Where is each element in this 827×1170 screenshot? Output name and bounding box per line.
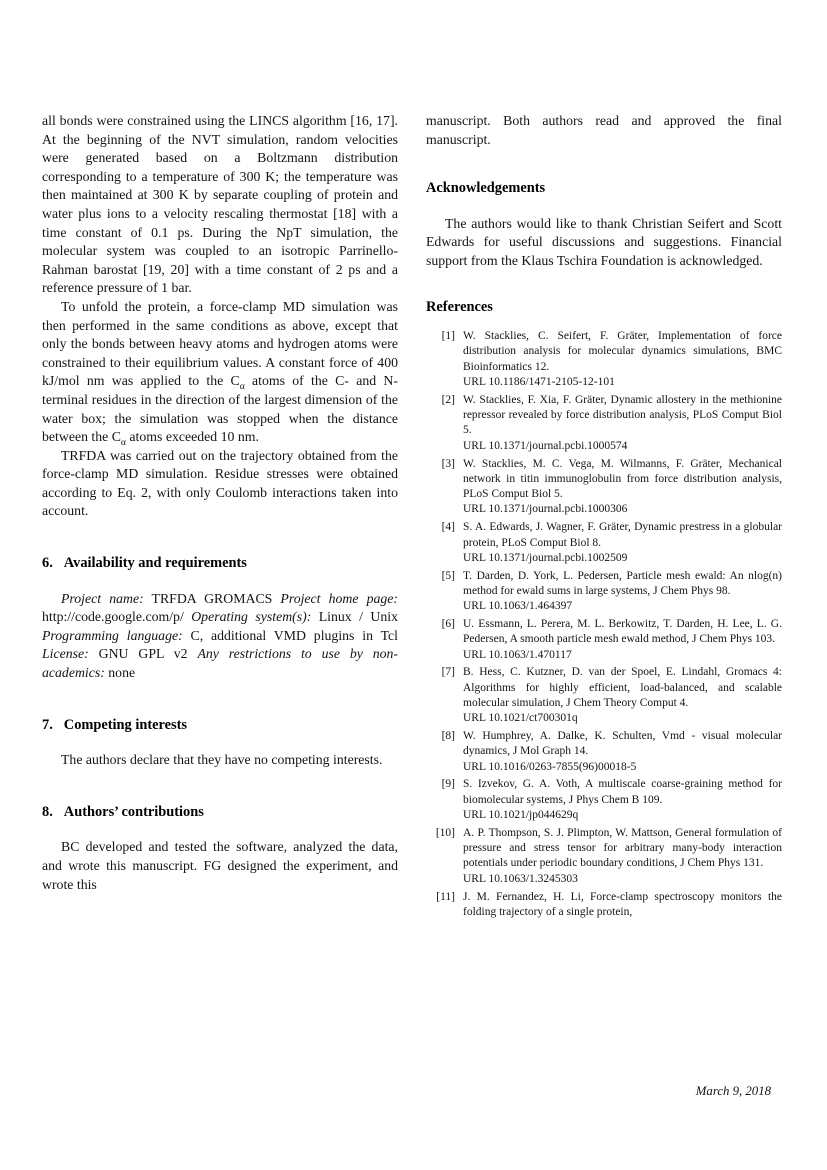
field-label: License: <box>42 646 89 662</box>
reference-url: URL 10.1021/jp044629q <box>463 809 579 822</box>
field-value: TRFDA GROMACS <box>143 590 281 606</box>
left-column <box>42 112 398 923</box>
reference-number: [9] <box>441 778 455 791</box>
reference-number: [5] <box>441 569 455 582</box>
paragraph-force-clamp <box>42 298 398 447</box>
paragraph-competing-interests: The authors declare that they have no competing interests. <box>61 752 383 768</box>
section-title: Competing interests <box>63 716 188 733</box>
reference-number: [6] <box>441 618 455 630</box>
reference-body <box>463 890 782 921</box>
paragraph-methods-equilibration: all bonds were constrained using the LINCS algorithm [16, 17]. At the beginning of the NVT simulation, random velocities were generated based on a Boltzmann distribution corresponding to a temperature of 300 K; the temperature was then maintained at 300 K by separate coupling of protein and water plus ions to a velocity rescaling thermostat [18] with a time constant of 0.1 ps. During the NpT simulation, the molecular system was coupled to an isotropic Parrinello-Rahman barostat [19, 20] with a time constant of 2 ps and a reference pressure of 1 bar. <box>42 113 398 296</box>
paragraph-contributions-continued: manuscript. Both authors read and approved the final manuscript. <box>426 113 782 147</box>
reference-item <box>428 520 782 566</box>
reference-body <box>463 457 782 518</box>
reference-text: T. Darden, D. York, L. Pedersen, Particle mesh ewald: An nlog(n) method for ewald sums in large systems, J Chem Phys 98. <box>463 569 782 597</box>
reference-text: W. Stacklies, M. C. Vega, M. Wilmanns, F. Gräter, Mechanical network in titin immunoglobulin from force distribution analysis, PLoS Comput Biol 5. <box>463 457 782 501</box>
reference-body <box>463 329 782 390</box>
section-number: 7. <box>42 716 53 733</box>
field-label: Any restrictions to use by non-academics: <box>42 646 398 681</box>
paragraph-trfda: TRFDA was carried out on the trajectory obtained from the force-clamp MD simulation. Residue stresses were obtained according to Eq. 2, with only Coulomb interactions taken into account. <box>42 447 398 519</box>
reference-url: URL 10.1371/journal.pcbi.1000306 <box>463 503 628 516</box>
reference-text: B. Hess, C. Kutzner, D. van der Spoel, E. Lindahl, Gromacs 4: Algorithms for highly efficient, load-balanced, and scalable molecular simulation, J Chem Theory Comput 4. <box>463 666 782 709</box>
section-heading-competing-interests <box>42 716 398 735</box>
alpha-subscript: α <box>239 381 245 393</box>
section-number: 8. <box>42 803 53 820</box>
field-value: Linux / Unix <box>311 609 398 625</box>
paragraph-text: To unfold the protein, a force-clamp MD simulation was then performed in the same conditions as above, except that only the bonds between heavy atoms and hydrogen atoms were constrained to their equilibrium values. A constant force of 400 kJ/mol nm was applied to the C <box>42 298 398 389</box>
section-number: 6. <box>42 555 53 572</box>
section-heading-references: References <box>426 298 493 315</box>
reference-body <box>463 569 782 615</box>
reference-body <box>463 520 782 566</box>
reference-item <box>428 890 782 921</box>
reference-url: URL 10.1016/0263-7855(96)00018-5 <box>463 760 637 773</box>
paragraph-text: atoms of the C- and N-terminal residues in the direction of the largest dimension of the water box; the simulation was stopped when the distance between the C <box>42 373 398 445</box>
section-title: Availability and requirements <box>63 555 247 572</box>
alpha-subscript: α <box>120 436 126 448</box>
reference-text: J. M. Fernandez, H. Li, Force-clamp spectroscopy monitors the folding trajectory of a single protein, <box>463 890 782 918</box>
field-value: http://code.google.com/p/ <box>42 609 192 625</box>
paragraph-acknowledgements: The authors would like to thank Christian Seifert and Scott Edwards for useful discussions and suggestions. Financial support from the Klaus Tschira Foundation is acknowledged. <box>426 215 782 268</box>
reference-body <box>463 617 782 663</box>
reference-url: URL 10.1371/journal.pcbi.1000574 <box>463 439 628 452</box>
field-label: Programming language: <box>42 627 183 643</box>
field-label: Project name: <box>61 590 144 606</box>
two-column-layout <box>0 112 827 923</box>
reference-text: U. Essmann, L. Perera, M. L. Berkowitz, T. Darden, H. Lee, L. G. Pedersen, A smooth particle mesh ewald method, J Chem Phys 103. <box>463 618 782 646</box>
reference-item <box>428 617 782 663</box>
reference-number: [3] <box>441 457 455 470</box>
paragraph-authors-contributions: BC developed and tested the software, analyzed the data, and wrote this manuscript. FG designed the experiment, and wrote this <box>42 839 398 892</box>
reference-text: W. Stacklies, F. Xia, F. Gräter, Dynamic allostery in the methionine repressor revealed by force distribution analysis, PLoS Comput Biol 5. <box>463 393 782 437</box>
reference-url: URL 10.1371/journal.pcbi.1002509 <box>463 551 628 564</box>
reference-item <box>428 729 782 775</box>
reference-number: [2] <box>441 393 455 406</box>
reference-number: [1] <box>441 330 455 343</box>
reference-text: S. Izvekov, G. A. Voth, A multiscale coarse-graining method for biomolecular systems, J Phys Chem B 109. <box>463 778 782 806</box>
section-heading-availability <box>42 554 398 573</box>
paragraph-availability <box>42 590 398 683</box>
reference-number: [8] <box>441 730 455 743</box>
field-value: none <box>104 665 136 681</box>
reference-number: [4] <box>441 521 455 534</box>
reference-item <box>428 393 782 454</box>
reference-item <box>428 826 782 887</box>
field-value: GNU GPL v2 <box>88 646 198 662</box>
field-label: Operating system(s): <box>191 609 312 625</box>
section-title: Authors’ contributions <box>63 803 204 820</box>
reference-number: [10] <box>435 826 455 839</box>
reference-item <box>428 777 782 823</box>
reference-body <box>463 777 782 823</box>
reference-url: URL 10.1063/1.3245303 <box>463 872 578 885</box>
reference-body <box>463 393 782 454</box>
reference-body <box>463 729 782 775</box>
reference-item <box>428 569 782 615</box>
reference-list <box>426 329 782 920</box>
reference-body <box>463 665 782 726</box>
section-heading-acknowledgements: Acknowledgements <box>426 180 546 197</box>
reference-number: [11] <box>436 890 455 903</box>
reference-url: URL 10.1021/ct700301q <box>463 712 578 725</box>
reference-body <box>463 826 782 887</box>
reference-item <box>428 665 782 726</box>
reference-url: URL 10.1186/1471-2105-12-101 <box>463 376 615 389</box>
reference-number: [7] <box>441 666 455 679</box>
reference-text: A. P. Thompson, S. J. Plimpton, W. Mattson, General formulation of pressure and stress tensor for arbitrary many-body interaction potentials under periodic boundary conditions, J Chem Phys 131. <box>463 826 782 870</box>
field-label: Project home page: <box>280 590 398 606</box>
paragraph-text: atoms exceeded 10 nm. <box>125 429 259 445</box>
right-column <box>426 112 782 923</box>
reference-item <box>428 329 782 390</box>
reference-url: URL 10.1063/1.470117 <box>463 648 572 661</box>
reference-text: W. Humphrey, A. Dalke, K. Schulten, Vmd - visual molecular dynamics, J Mol Graph 14. <box>463 730 782 758</box>
reference-item <box>428 457 782 518</box>
reference-url: URL 10.1063/1.464397 <box>463 600 573 613</box>
reference-text: S. A. Edwards, J. Wagner, F. Gräter, Dynamic prestress in a globular protein, PLoS Comput Biol 8. <box>463 521 782 549</box>
reference-text: W. Stacklies, C. Seifert, F. Gräter, Implementation of force distribution analysis for molecular dynamics simulations, BMC Bioinformatics 12. <box>463 330 782 373</box>
field-value: C, additional VMD plugins in Tcl <box>182 627 398 643</box>
page-date: March 9, 2018 <box>695 1084 771 1098</box>
section-heading-authors-contributions <box>42 803 398 822</box>
